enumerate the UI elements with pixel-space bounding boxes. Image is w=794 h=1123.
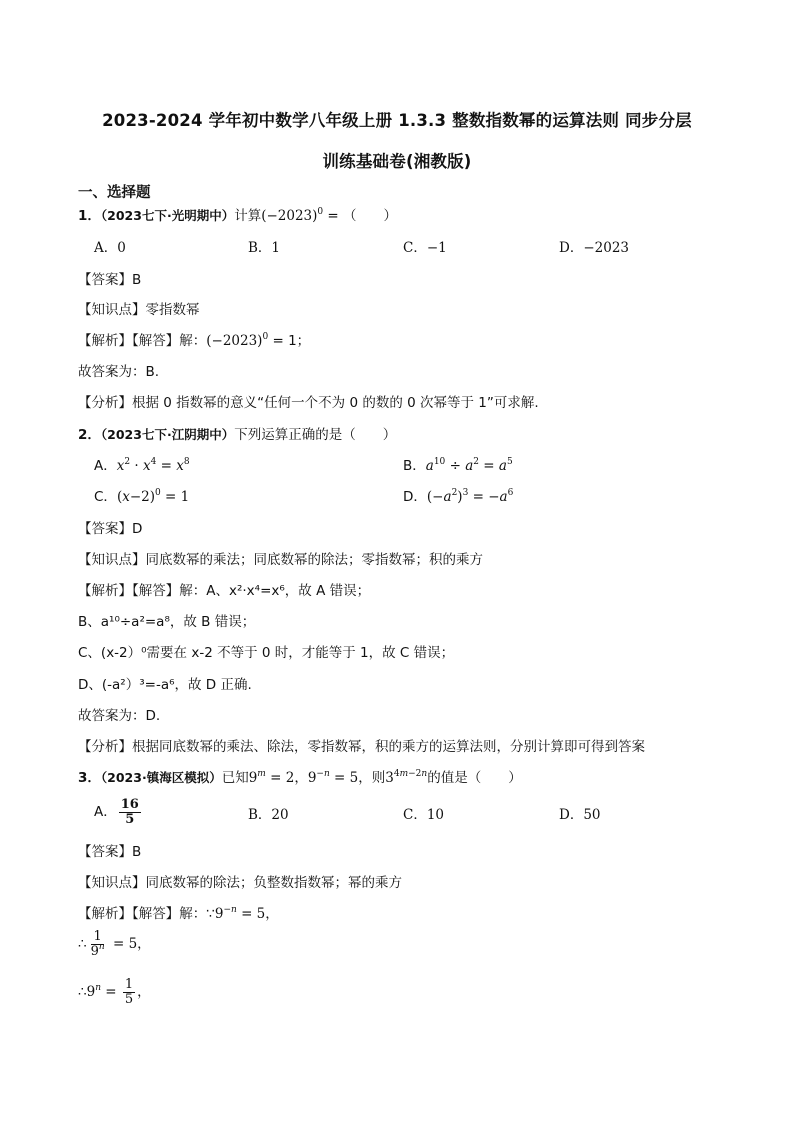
q1-option-b: B．1 — [248, 240, 281, 256]
q2-analysis-b: B、a¹⁰÷a²=a⁸，故 B 错误； — [78, 614, 256, 630]
stem-text: 下列运算正确的是（ ） — [234, 427, 397, 443]
stem-text: 计算 — [234, 208, 262, 224]
analysis-label: 【解析】【解答】解： — [78, 583, 207, 599]
q3-knowledge — [78, 873, 402, 893]
q2-knowledge — [78, 550, 483, 570]
q2-fenxi: 【分析】根据同底数幂的乘法、除法，零指数幂，积的乘方的运算法则，分别计算即可得到答案 — [78, 739, 645, 755]
option-label: C． — [94, 489, 117, 505]
analysis-result: = 1； — [268, 333, 311, 349]
question-source: （2023·镇海区模拟） — [100, 770, 222, 785]
analysis-exponent: 0 — [262, 332, 269, 342]
question-number: 3． — [78, 770, 101, 786]
question-2-stem — [78, 425, 396, 445]
q2-option-b: B．$a^{10} \div a^2 = a^5$ — [403, 457, 513, 474]
q2-analysis-d: D、(-a²）³=-a⁶，故 D 正确. — [78, 677, 252, 693]
q3-option-c: C．10 — [403, 807, 445, 823]
q1-answer: 【答案】B — [78, 272, 142, 288]
document-title-line-2: 训练基础卷(湘教版) — [322, 152, 472, 171]
q2-answer: 【答案】D — [78, 521, 143, 537]
q1-option-c: C．−1 — [403, 240, 447, 256]
q1-fenxi: 【分析】根据 0 指数幂的意义“任何一个不为 0 的数的 0 次幂等于 1”可求解. — [78, 395, 539, 411]
q3-option-b: B．20 — [248, 807, 289, 823]
q1-option-a: A．0 — [94, 240, 126, 256]
q3-analysis: 【解析】【解答】解：$\because 9^{-n} = 5$， — [78, 905, 279, 922]
q3-option-a — [94, 798, 143, 827]
fraction-denominator: 5 — [125, 812, 135, 827]
section-heading: 一、选择题 — [78, 185, 151, 201]
analysis-label: 【解析】【解答】解： — [78, 333, 207, 349]
q3-step-2: $\therefore 9^n$ = $\frac{1}{5}$ ， — [78, 977, 151, 1007]
q2-analysis — [78, 581, 370, 601]
knowledge-text: 零指数幂 — [145, 302, 200, 318]
question-number: 1． — [78, 208, 101, 224]
q1-analysis — [78, 331, 310, 351]
fraction: $\frac{1}{5}$ — [124, 977, 134, 1007]
stem-text-mid: ，则 — [358, 770, 386, 786]
q2-analysis-c: C、(x-2）⁰需要在 x-2 不等于 0 时，才能等于 1，故 C 错误； — [78, 645, 455, 661]
knowledge-label: 【知识点】 — [78, 552, 146, 568]
stem-text: 已知 — [221, 770, 249, 786]
q3-answer: 【答案】B — [78, 844, 142, 860]
q1-option-d: D．−2023 — [559, 240, 629, 256]
question-1-stem — [78, 206, 397, 226]
knowledge-label: 【知识点】 — [78, 875, 146, 891]
option-label: A． — [94, 804, 117, 820]
therefore-symbol: ∴ — [78, 984, 87, 1000]
question-source: （2023七下·江阴期中） — [100, 427, 235, 442]
analysis-expression: (−2023) — [206, 333, 263, 349]
q1-knowledge — [78, 300, 200, 320]
q2-conclusion: 故答案为：D. — [78, 708, 161, 724]
option-label: A． — [94, 458, 117, 474]
stem-blank: = （ ） — [323, 208, 398, 224]
q3-option-d: D．50 — [559, 807, 601, 823]
stem-expression: (−2023) — [261, 208, 318, 224]
analysis-label: 【解析】【解答】解：∵ — [78, 906, 215, 922]
q2-option-c: C．$(x-2)^0 = 1$ — [94, 488, 190, 505]
q3-step-1: ∴ $\frac{1}{9^n}$ = 5， — [78, 929, 151, 959]
question-source: （2023七下·光明期中） — [100, 208, 235, 223]
knowledge-label: 【知识点】 — [78, 302, 146, 318]
q1-conclusion: 故答案为：B. — [78, 364, 160, 380]
stem-text-post: 的值是（ ） — [427, 770, 522, 786]
therefore-symbol: ∴ — [78, 936, 87, 952]
q2-option-a: A．$x^2 \cdot x^4 = x^8$ — [94, 457, 190, 474]
option-label: D． — [403, 489, 427, 505]
fraction-numerator: 16 — [120, 797, 139, 812]
question-3-stem: 3．（2023·镇海区模拟）已知$9^m = 2$，$9^{-n} = 5$，则$3^{4m-2n}$的值是（ ） — [78, 769, 522, 786]
fraction — [119, 798, 141, 827]
q2-option-d: D．$(-a^2)^3 = -a^6$ — [403, 488, 514, 505]
question-number: 2． — [78, 427, 101, 443]
option-label: B． — [403, 458, 426, 474]
knowledge-text: 同底数幂的除法；负整数指数幂；幂的乘方 — [145, 875, 402, 891]
fraction: $\frac{1}{9^n}$ — [90, 929, 105, 959]
analysis-a: A、x²·x⁴=x⁶，故 A 错误； — [206, 583, 371, 599]
document-title-line-1: 2023-2024 学年初中数学八年级上册 1.3.3 整数指数幂的运算法则 同步分层 — [102, 111, 692, 130]
knowledge-text: 同底数幂的乘法；同底数幂的除法；零指数幂；积的乘方 — [145, 552, 483, 568]
stem-exponent: 0 — [317, 207, 324, 217]
